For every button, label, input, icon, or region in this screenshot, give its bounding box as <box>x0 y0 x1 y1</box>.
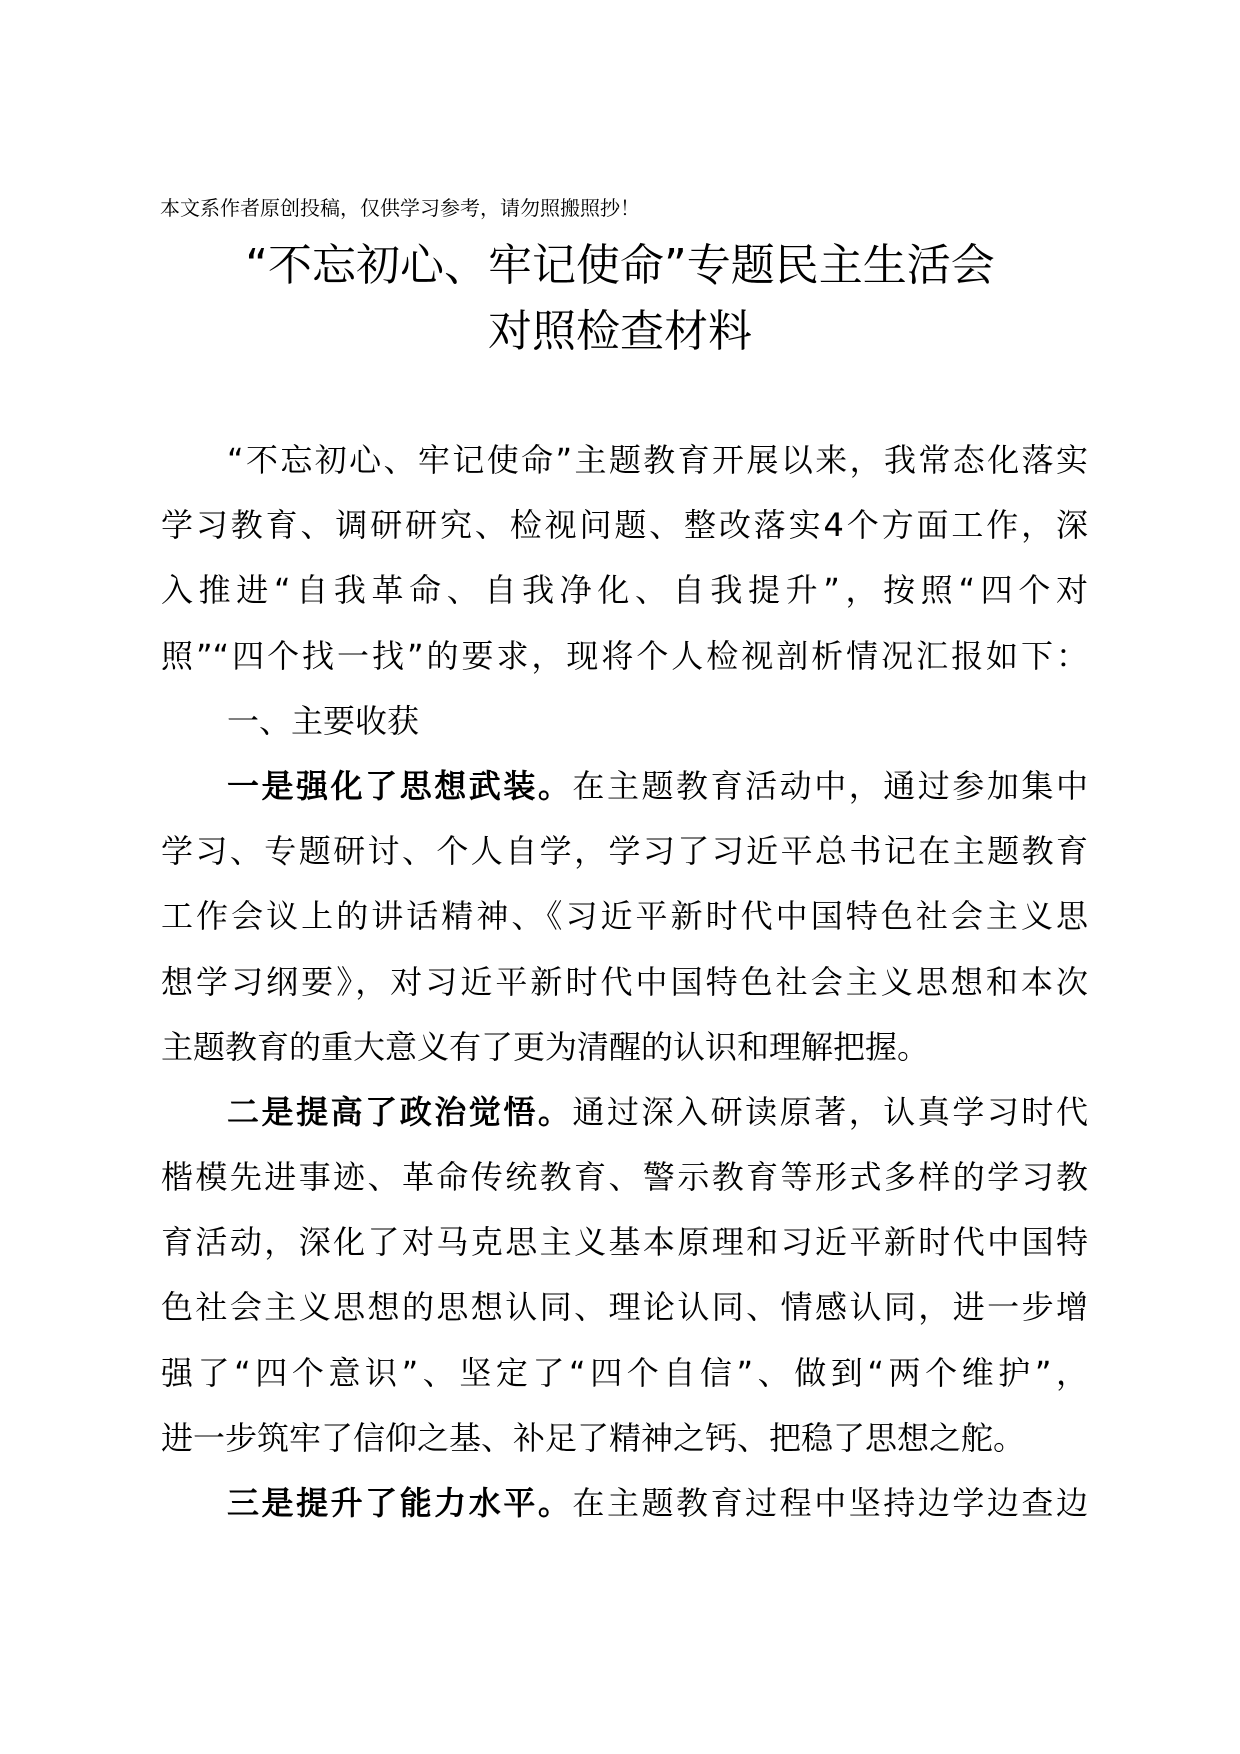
paragraph-line: 工作会议上的讲话精神、《习近平新时代中国特色社会主义思 <box>161 897 1088 936</box>
copyright-notice: 本文系作者原创投稿，仅供学习参考，请勿照搬照抄！ <box>160 196 640 220</box>
paragraph-line: 学习、专题研讨、个人自学，学习了习近平总书记在主题教育 <box>161 832 1088 871</box>
paragraph-lead: 三是提升了能力水平。 <box>227 1484 573 1522</box>
paragraph-text: 通过深入研读原著，认真学习时代 <box>572 1092 1088 1131</box>
paragraph-line: 强了“四个意识”、坚定了“四个自信”、做到“两个维护”， <box>161 1353 1088 1392</box>
intro-line: “不忘初心、牢记使命”主题教育开展以来，我常态化落实 <box>227 441 1088 479</box>
document-body <box>161 428 1088 1536</box>
paragraph-line <box>161 754 1088 819</box>
paragraph-line <box>161 1471 1088 1536</box>
paragraph-line: 主题教育的重大意义有了更为清醒的认识和理解把握。 <box>161 1027 930 1066</box>
section-heading: 一、主要收获 <box>227 701 420 740</box>
paragraph-line: 育活动，深化了对马克思主义基本原理和习近平新时代中国特 <box>161 1223 1088 1262</box>
document-title-line1: “不忘初心、牢记使命”专题民主生活会 <box>245 240 995 291</box>
paragraph-line: 进一步筑牢了信仰之基、补足了精神之钙、把稳了思想之舵。 <box>161 1418 1026 1457</box>
intro-line: 入推进“自我革命、自我净化、自我提升”，按照“四个对 <box>161 571 1088 610</box>
paragraph-text: 在主题教育活动中，通过参加集中 <box>572 766 1088 805</box>
intro-line: 学习教育、调研研究、检视问题、整改落实4个方面工作，深 <box>161 506 1088 545</box>
paragraph-text: 在主题教育过程中坚持边学边查边 <box>572 1484 1088 1522</box>
paragraph-lead: 二是提高了政治觉悟。 <box>227 1092 573 1131</box>
paragraph-lead: 一是强化了思想武装。 <box>227 766 573 805</box>
document-title-line2: 对照检查材料 <box>488 306 752 357</box>
paragraph-line: 楷模先进事迹、革命传统教育、警示教育等形式多样的学习教 <box>161 1158 1088 1197</box>
paragraph-line: 想学习纲要》，对习近平新时代中国特色社会主义思想和本次 <box>161 962 1088 1001</box>
paragraph-line <box>161 1080 1088 1145</box>
paragraph-line: 色社会主义思想的思想认同、理论认同、情感认同，进一步增 <box>161 1288 1088 1327</box>
intro-line: 照”“四个找一找”的要求，现将个人检视剖析情况汇报如下： <box>161 636 1088 675</box>
